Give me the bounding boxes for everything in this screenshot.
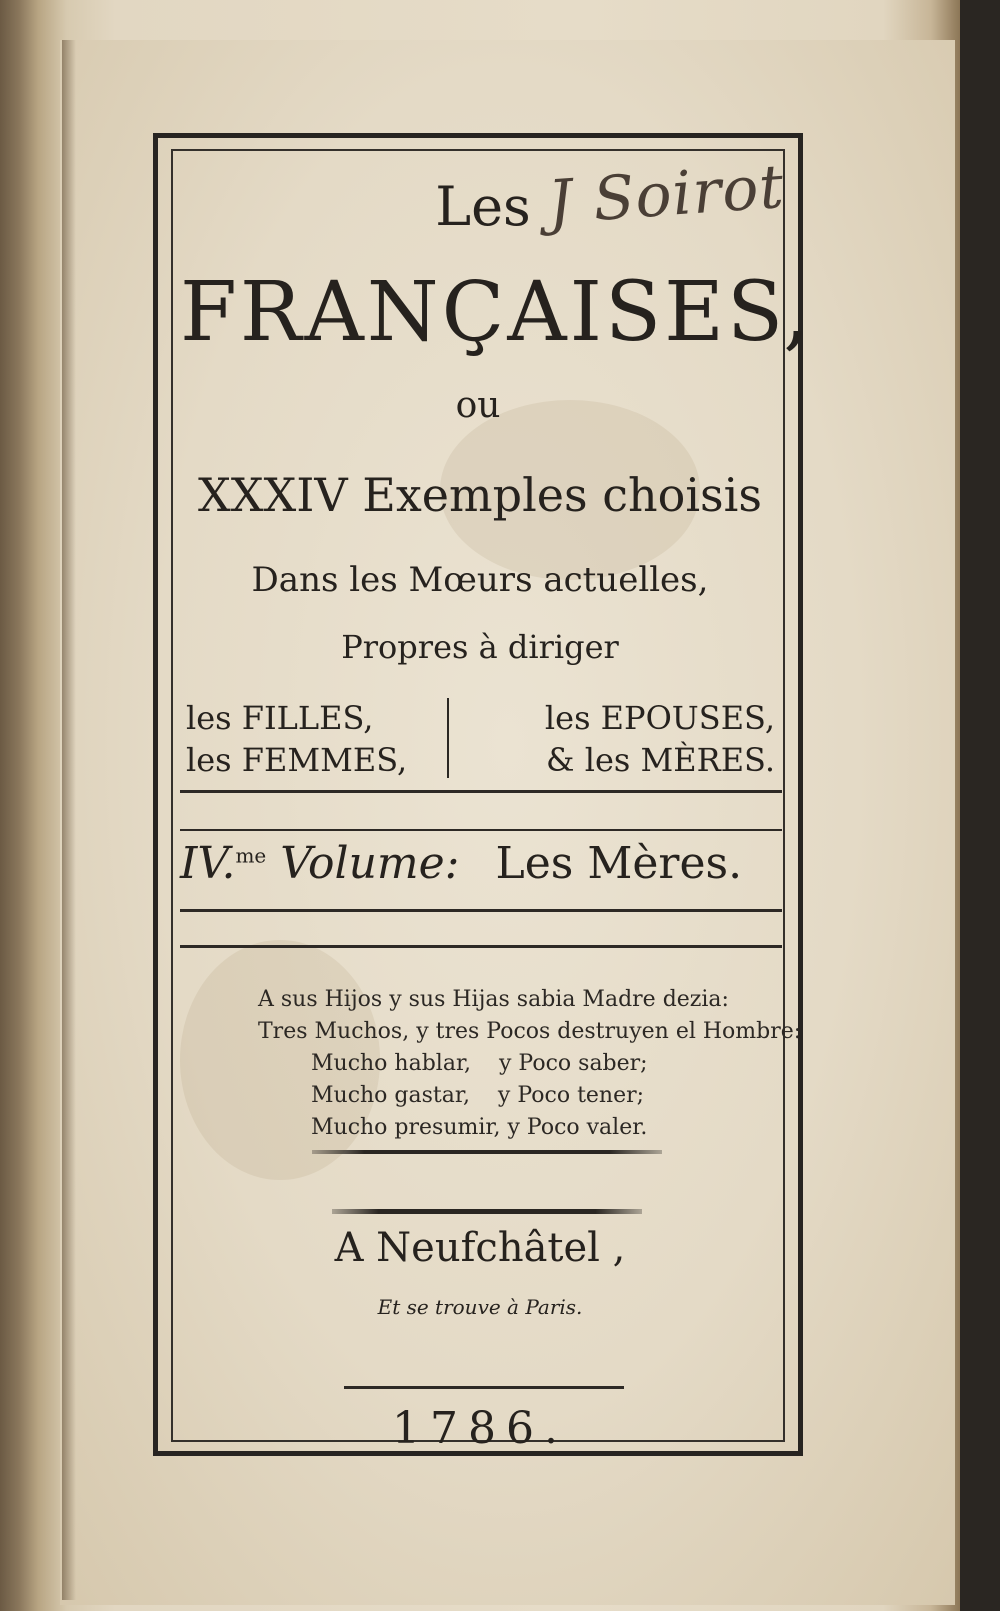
title-ou: ou — [455, 385, 501, 426]
title-les: Les — [435, 175, 531, 238]
binding-shadow — [62, 40, 76, 1600]
epigraph-line-1: A sus Hijos y sus Hijas sabia Madre dezia: — [258, 987, 729, 1012]
audience-femmes: les FEMMES, — [186, 741, 408, 779]
volume-title: Les Mères. — [495, 838, 743, 889]
rule-3 — [180, 909, 782, 912]
epigraph-line-2: Tres Muchos, y tres Pocos destruyen el Hombre: — [258, 1019, 802, 1044]
volume-number: IV. — [180, 838, 236, 889]
epigraph-line-4: Mucho gastar, y Poco tener; — [311, 1083, 645, 1108]
ornament-rule-1 — [312, 1150, 662, 1154]
volume-suffix: me — [235, 843, 267, 868]
epigraph-line-3: Mucho hablar, y Poco saber; — [311, 1051, 648, 1076]
audience-left-column — [186, 697, 407, 781]
subtitle-exemples: XXXIV Exemples choisis — [198, 468, 762, 522]
rule-2 — [180, 829, 782, 831]
audience-meres: & les MÈRES. — [546, 741, 775, 779]
audience-epouses: les EPOUSES, — [544, 699, 775, 737]
rule-1 — [180, 790, 782, 793]
subtitle-dans: Dans les Mœurs actuelles, — [251, 560, 709, 600]
rule-4 — [180, 945, 782, 948]
column-divider — [447, 698, 449, 778]
main-title: FRANÇAISES, — [180, 265, 813, 360]
rule-5 — [344, 1386, 624, 1389]
volume-word: Volume: — [280, 838, 460, 889]
audience-filles: les FILLES, — [186, 699, 374, 737]
imprint-paris: Et se trouve à Paris. — [377, 1295, 583, 1319]
handwritten-signature: J Soirot — [545, 151, 787, 239]
subtitle-propres: Propres à diriger — [341, 628, 619, 666]
epigraph-line-5: Mucho presumir, y Poco valer. — [311, 1115, 648, 1140]
imprint-year: 1786. — [392, 1403, 568, 1454]
audience-right-column — [465, 697, 775, 781]
volume-heading — [180, 838, 782, 889]
imprint-place: A Neufchâtel , — [334, 1225, 626, 1271]
ornament-rule-2 — [332, 1209, 642, 1214]
